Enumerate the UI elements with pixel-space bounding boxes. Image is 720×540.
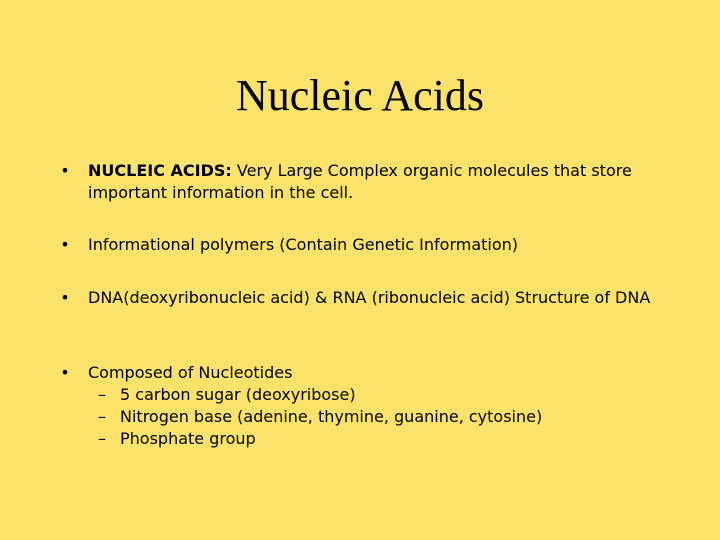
bullet-marker: • [60, 288, 70, 307]
sub-bullet-marker: – [98, 385, 106, 404]
sub-bullet-text: Phosphate group [120, 429, 256, 448]
sub-bullet-list [88, 384, 668, 450]
bullet-item [60, 160, 668, 204]
bullet-text: Informational polymers (Contain Genetic Information) [88, 235, 519, 254]
bullet-lead-text: NUCLEIC ACIDS: [88, 161, 232, 180]
sub-bullet-marker: – [98, 407, 106, 426]
sub-bullet-text: Nitrogen base (adenine, thymine, guanine, cytosine) [120, 407, 543, 426]
bullet-text: Composed of Nucleotides [88, 363, 293, 382]
bullet-marker: • [60, 161, 70, 180]
bullet-item [60, 234, 668, 256]
bullet-marker: • [60, 235, 70, 254]
sub-bullet-marker: – [98, 429, 106, 448]
sub-bullet-item [88, 384, 668, 406]
slide-title: Nucleic Acids [235, 71, 485, 120]
bullet-marker: • [60, 363, 70, 382]
bullet-text: DNA(deoxyribonucleic acid) & RNA (ribonucleic acid) Structure of DNA [88, 288, 651, 307]
bullet-item [60, 362, 668, 450]
sub-bullet-item [88, 428, 668, 450]
sub-bullet-item [88, 406, 668, 428]
bullet-item [60, 287, 668, 309]
sub-bullet-text: 5 carbon sugar (deoxyribose) [120, 385, 356, 404]
bullet-text: Very Large Complex organic molecules that store important information in the cell. [88, 161, 632, 202]
